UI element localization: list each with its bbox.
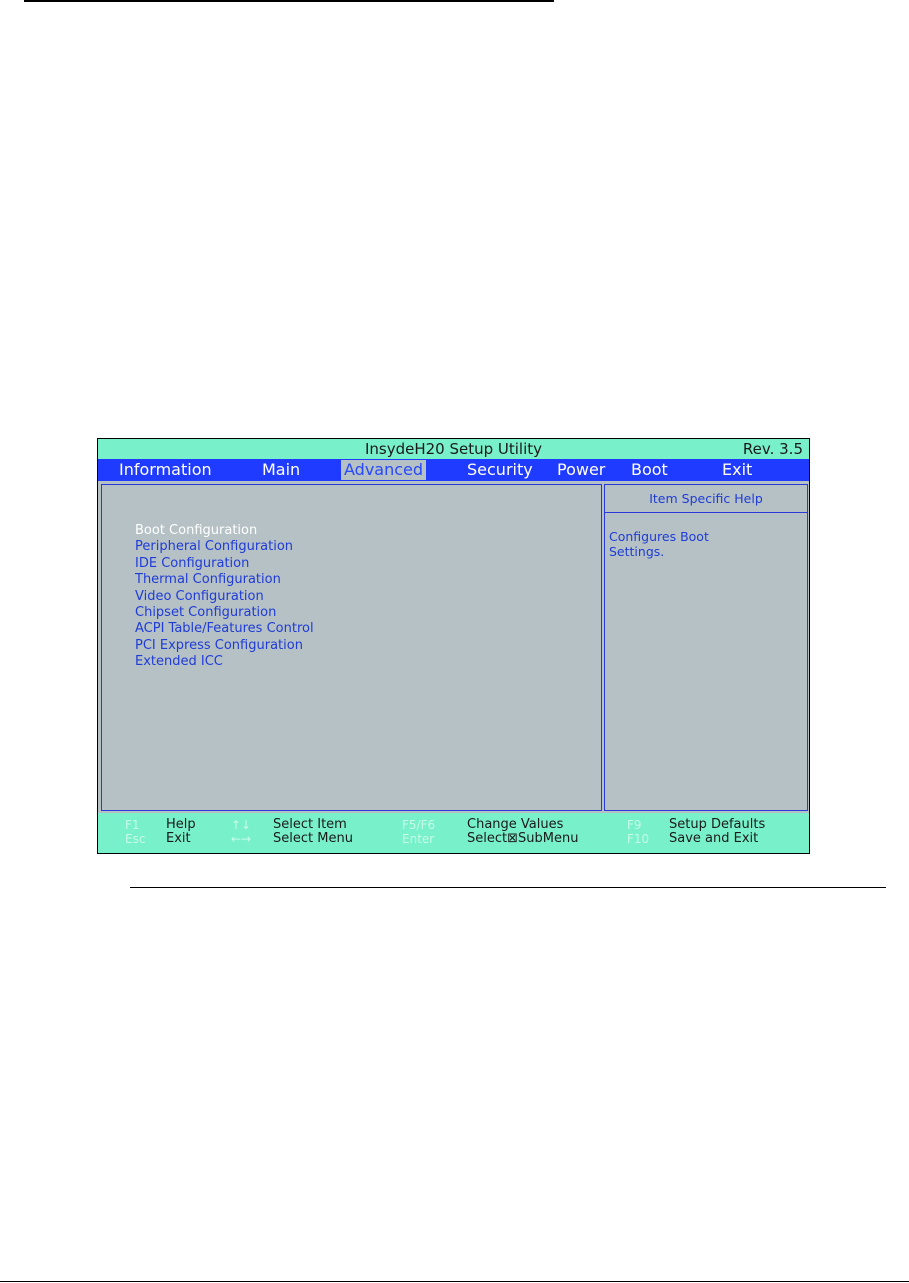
menu-tab-boot[interactable]: Boot <box>631 460 668 479</box>
key-esc-description: Exit <box>166 831 191 846</box>
advanced-menu-list <box>135 523 314 671</box>
help-panel <box>604 484 808 811</box>
key-left-right-description: Select Menu <box>273 831 353 846</box>
menu-tab-main[interactable]: Main <box>262 460 301 479</box>
menu-item-boot-configuration[interactable]: Boot Configuration <box>135 523 258 538</box>
caption-rule <box>130 887 886 888</box>
key-f5-f6-label: F5/F6 <box>402 818 436 832</box>
window-title: InsydeH20 Setup Utility <box>364 440 543 458</box>
key-f10-description: Save and Exit <box>669 831 759 846</box>
main-panel <box>101 484 602 811</box>
menu-item-chipset-configuration[interactable]: Chipset Configuration <box>135 605 277 621</box>
key-f1-description: Help <box>166 817 196 832</box>
key-left-right-label: ←→ <box>231 832 252 846</box>
menu-item-video-configuration[interactable]: Video Configuration <box>135 588 264 604</box>
menu-item-peripheral-configuration[interactable]: Peripheral Configuration <box>135 539 294 555</box>
menu-item-acpi-table-features-control[interactable]: ACPI Table/Features Control <box>135 621 314 637</box>
key-enter-description: Select⊠SubMenu <box>467 831 579 846</box>
key-esc-label: Esc <box>125 832 146 846</box>
key-f9-description: Setup Defaults <box>669 817 766 832</box>
title-bar <box>98 439 809 459</box>
menu-tab-power[interactable]: Power <box>557 460 606 479</box>
key-up-down-description: Select Item <box>273 817 347 832</box>
revision-label: Rev. 3.5 <box>742 440 803 458</box>
menu-tab-information[interactable]: Information <box>119 460 212 479</box>
bottom-rule <box>0 1281 909 1282</box>
menu-tab-advanced[interactable]: Advanced <box>341 460 426 480</box>
menu-bar <box>98 459 809 481</box>
menu-item-extended-icc[interactable]: Extended ICC <box>135 654 223 670</box>
menu-item-thermal-configuration[interactable]: Thermal Configuration <box>135 572 281 588</box>
bios-setup-screen <box>97 438 810 854</box>
key-f1-label: F1 <box>125 818 140 832</box>
footer-key-legend <box>98 813 809 853</box>
menu-item-ide-configuration[interactable]: IDE Configuration <box>135 555 250 571</box>
menu-tab-security[interactable]: Security <box>467 460 533 479</box>
key-f9-label: F9 <box>627 818 642 832</box>
key-f10-label: F10 <box>627 832 650 846</box>
key-up-down-label: ↑↓ <box>231 818 252 832</box>
help-panel-header: Item Specific Help <box>605 485 807 513</box>
menu-tab-exit[interactable]: Exit <box>722 460 753 479</box>
help-panel-text: Configures Boot Settings. <box>609 529 709 559</box>
top-rule <box>24 0 554 2</box>
menu-item-pci-express-configuration[interactable]: PCI Express Configuration <box>135 637 303 653</box>
key-enter-label: Enter <box>402 832 435 846</box>
key-f5-f6-description: Change Values <box>467 817 564 832</box>
